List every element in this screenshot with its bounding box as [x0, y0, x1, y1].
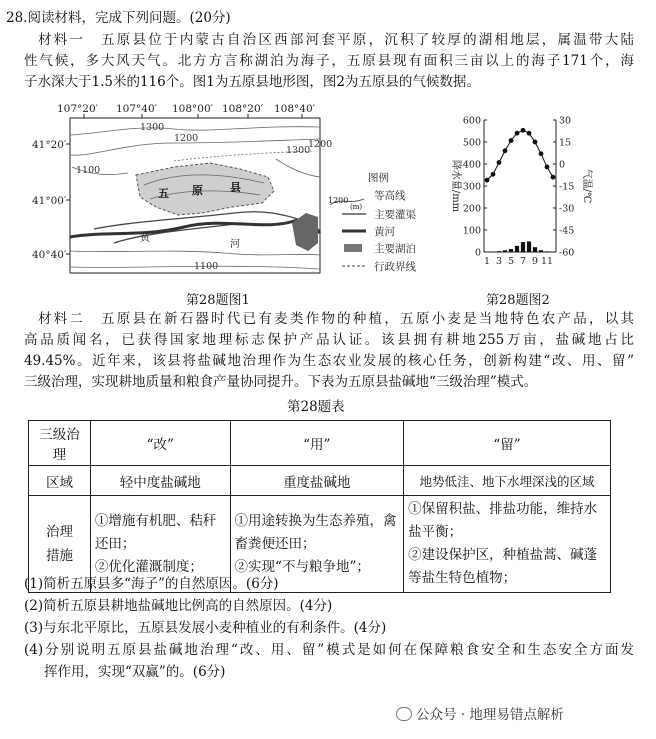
temperature-point — [545, 165, 550, 170]
table-caption: 第28题表 — [287, 399, 345, 415]
temperature-point — [527, 131, 532, 136]
lon-label: 107°20′ — [57, 103, 99, 115]
subquestion-2: (2)简析五原县耕地盐碱地比例高的自然原因。(4分) — [24, 598, 333, 614]
temperature-point — [521, 128, 526, 133]
temperature-point — [485, 178, 490, 183]
precip-bar — [533, 247, 537, 252]
precip-bar — [503, 250, 507, 252]
subquestion-3: (3)与东北平原比，五原县发展小麦种植业的有利条件。(4分) — [24, 620, 387, 636]
governance-table — [28, 420, 611, 593]
material1-line2: 性气候，多大风天气。北方方言称湖泊为海子，五原县现有面积三亩以上的海子171个，海 — [24, 53, 634, 69]
precip-bar — [515, 246, 519, 252]
temperature-point — [503, 148, 508, 153]
contour-label: 1200 — [308, 139, 333, 150]
x-tick-label: 11 — [540, 256, 554, 267]
question-header: 28.阅读材料，完成下列问题。(20分) — [6, 10, 231, 26]
right-tick-label: 0 — [559, 159, 566, 171]
temperature-point — [509, 138, 514, 143]
river-char: 黄 — [140, 233, 150, 244]
right-tick-label: 30 — [559, 115, 572, 127]
precip-bar — [497, 251, 501, 252]
material1-line1: 材料一 五原县位于内蒙古自治区西部河套平原，沉积了较厚的湖相地层，属温带大陆 — [38, 32, 634, 48]
right-tick-label: 15 — [559, 137, 572, 149]
lat-label: 41°20′ — [32, 139, 67, 151]
table-cell: 轻中度盐碱地 — [90, 466, 230, 496]
liu-measure-1: ①保留积盐、排盐功能，维持水盐平衡； — [408, 501, 598, 540]
lat-label: 40°40′ — [32, 249, 67, 261]
lon-label: 108°40′ — [274, 103, 316, 115]
legend-contour: 等高线 — [374, 190, 406, 202]
table-cell-liu — [404, 496, 611, 593]
measures-head-text: 治理措施 — [45, 524, 73, 564]
contour-label: 1200 — [174, 133, 199, 144]
contour-label: 1100 — [76, 165, 101, 176]
right-tick-label: -15 — [559, 181, 575, 193]
temperature-point — [551, 175, 556, 180]
left-tick-label: 400 — [462, 159, 481, 171]
table-header-cell: “留” — [404, 421, 611, 466]
x-tick-label: 9 — [531, 256, 539, 267]
left-tick-label: 200 — [462, 203, 481, 215]
left-tick-label: 600 — [462, 115, 481, 127]
temperature-point — [497, 160, 502, 165]
left-tick-label: 500 — [462, 137, 481, 149]
temperature-line — [487, 130, 553, 180]
left-tick-label: 300 — [462, 181, 481, 193]
legend-boundary: 行政界线 — [374, 261, 416, 273]
river-char: 河 — [230, 239, 240, 250]
subquestion-4: (4)分别说明五原县盐碱地治理“改、用、留”模式是如何在保障粮食安全和生态安全方面发 — [24, 642, 634, 658]
subquestion-1: (1)简析五原县多“海子”的自然原因。(6分) — [24, 576, 279, 592]
precip-bar — [545, 251, 549, 252]
contour-label: 1100 — [194, 261, 219, 272]
legend-title: 图例 — [368, 172, 389, 184]
legend-lake: 主要湖泊 — [374, 243, 416, 255]
liu-measure-2: ②建设保护区，种植盐蒿、碱蓬等盐生特色植物； — [408, 547, 598, 586]
temperature-point — [533, 140, 538, 145]
lon-label: 108°00′ — [172, 103, 214, 115]
right-tick-label: -60 — [559, 247, 575, 259]
temperature-point — [491, 172, 496, 177]
legend-contour-unit: (m) — [350, 203, 363, 211]
lon-label: 108°20′ — [222, 103, 264, 115]
yong-measure-1: ①用途转换为生态养殖，禽畜粪便还田； — [234, 512, 397, 552]
wechat-icon — [396, 707, 412, 721]
legend-contour-sample: 1200 — [328, 196, 349, 205]
watermark-text: 公众号 · 地理易错点解析 — [416, 707, 564, 723]
lon-label: 107°40′ — [116, 103, 158, 115]
table-header-cell: “改” — [90, 421, 230, 466]
county-char: 县 — [230, 181, 241, 194]
contour-label: 1300 — [140, 122, 165, 133]
temperature-point — [539, 151, 544, 156]
left-tick-label: 0 — [474, 247, 481, 259]
table-cell: 地势低洼、地下水埋深浅的区域 — [404, 466, 611, 496]
precip-bar — [521, 242, 525, 252]
table-cell: 区域 — [29, 466, 91, 496]
yong-measure-2: ②实现“不与粮争地”； — [234, 558, 370, 575]
climate-chart — [444, 112, 594, 277]
material1-line3: 子水深大于1.5米的116个。图1为五原县地形图，图2为五原县的气候数据。 — [24, 74, 480, 90]
material2-line1: 材料二 五原县在新石器时代已有麦类作物的种植，五原小麦是当地特色农产品，以其 — [38, 311, 634, 327]
lat-label: 41°00′ — [32, 195, 67, 207]
table-header-cell: “用” — [230, 421, 404, 466]
legend-river: 黄河 — [374, 226, 395, 238]
right-tick-label: -45 — [559, 225, 575, 237]
county-char: 五 — [158, 187, 169, 200]
figure2-caption: 第28题图2 — [486, 293, 550, 308]
gai-measure-1: ①增施有机肥、秸秆还田； — [94, 512, 217, 552]
material2-line4: 三级治理，实现耕地质量和粮食产量协同提升。下表为五原县盐碱地“三级治理”模式。 — [24, 374, 538, 390]
precip-bar — [539, 250, 543, 252]
x-tick-label: 1 — [483, 256, 491, 267]
x-tick-label: 7 — [519, 256, 527, 267]
precip-bar — [527, 241, 531, 252]
county-char: 原 — [192, 184, 203, 197]
gai-measure-2: ②优化灌溉制度； — [94, 558, 203, 575]
legend-canal: 主要灌渠 — [374, 209, 416, 221]
x-tick-label: 3 — [495, 256, 503, 267]
right-tick-label: -30 — [559, 203, 575, 215]
contour-label: 1300 — [286, 145, 311, 156]
material2-line3: 49.45%。近年来，该县将盐碱地治理作为生态农业发展的核心任务，创新构建“改、用、留” — [24, 353, 634, 369]
temperature-point — [515, 131, 520, 136]
x-tick-label: 5 — [507, 256, 515, 267]
figure1-caption: 第28题图1 — [186, 293, 250, 308]
terrain-map — [24, 103, 424, 288]
wuyuan-county-area — [136, 163, 274, 215]
table-header-cell: 三级治理 — [29, 421, 91, 466]
subquestion-4-cont: 挥作用，实现“双赢”的。(6分) — [44, 664, 226, 680]
left-axis-label: 降水量/mm — [450, 159, 461, 213]
watermark — [396, 703, 564, 723]
table-cell: 重度盐碱地 — [230, 466, 404, 496]
left-tick-label: 100 — [462, 225, 481, 237]
precip-bar — [509, 249, 513, 252]
material2-line2: 高品质闻名，已获得国家地理标志保护产品认证。该县拥有耕地255万亩，盐碱地占比 — [24, 332, 634, 348]
right-axis-label: 气温/℃ — [581, 168, 592, 204]
